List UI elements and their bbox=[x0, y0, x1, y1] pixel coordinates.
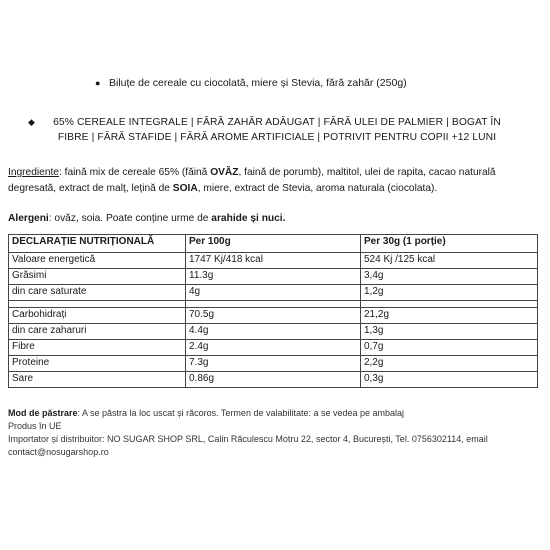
nutrient-per100: 7.3g bbox=[186, 356, 361, 372]
nutrition-header-per100: Per 100g bbox=[186, 235, 361, 253]
nutrition-row bbox=[9, 253, 538, 269]
nutrient-name: Grăsimi bbox=[9, 269, 186, 285]
nutrition-table bbox=[8, 234, 538, 388]
nutrition-header-name: DECLARAȚIE NUTRIȚIONALĂ bbox=[9, 235, 186, 253]
ingredients-text-2: , faină de porumb), maltitol, ulei de rapita, cacao naturală degresată, extract de malț, lețină de bbox=[8, 167, 496, 194]
nutrient-per100: 11.3g bbox=[186, 269, 361, 285]
nutrient-per100: 2.4g bbox=[186, 340, 361, 356]
ingredients-text-3: , miere, extract de Stevia, aroma naturala (ciocolata). bbox=[197, 183, 438, 194]
nutrient-name: Sare bbox=[9, 372, 186, 388]
nutrient-name: din care saturate bbox=[9, 285, 186, 301]
nutrient-per30: 1,3g bbox=[361, 324, 538, 340]
product-features-line bbox=[28, 115, 523, 145]
bullet-dot-icon: ● bbox=[95, 78, 101, 88]
nutrient-name: Valoare energetică bbox=[9, 253, 186, 269]
ingredient-allergen-soy: SOIA bbox=[172, 183, 198, 194]
product-features: 65% CEREALE INTEGRALE | FĂRĂ ZAHĂR ADĂUGAT | FĂRĂ ULEI DE PALMIER | BOGAT ÎN FIBRE | FĂRĂ STAFIDE | FĂRĂ AROME ARTIFICIALE | POTRIVIT PENTRU COPII +12 LUNI bbox=[53, 117, 501, 143]
nutrient-per30: 1,2g bbox=[361, 285, 538, 301]
nutrient-per30: 524 Kj /125 kcal bbox=[361, 253, 538, 269]
spacer-cell bbox=[186, 301, 361, 308]
product-title: Biluțe de cereale cu ciocolată, miere și Stevia, fără zahăr (250g) bbox=[109, 77, 407, 89]
allergens-text: : ovăz, soia. Poate conține urme de bbox=[48, 213, 212, 224]
nutrient-name: Fibre bbox=[9, 340, 186, 356]
nutrition-row bbox=[9, 356, 538, 372]
nutrient-per30: 0,3g bbox=[361, 372, 538, 388]
origin-line: Produs în UE bbox=[8, 421, 62, 431]
nutrition-row bbox=[9, 285, 538, 301]
nutrition-row bbox=[9, 324, 538, 340]
nutrition-header-row bbox=[9, 235, 538, 253]
nutrient-name: din care zaharuri bbox=[9, 324, 186, 340]
label-footer bbox=[8, 407, 538, 459]
spacer-cell bbox=[361, 301, 538, 308]
allergens-label: Alergeni bbox=[8, 213, 49, 224]
nutrition-row bbox=[9, 372, 538, 388]
nutrient-per100: 4g bbox=[186, 285, 361, 301]
storage-label: Mod de păstrare bbox=[8, 408, 78, 418]
nutrient-per30: 2,2g bbox=[361, 356, 538, 372]
nutrient-per100: 4.4g bbox=[186, 324, 361, 340]
ingredients-label: Ingrediente bbox=[8, 167, 59, 178]
nutrition-spacer-row bbox=[9, 301, 538, 308]
nutrient-per30: 21,2g bbox=[361, 308, 538, 324]
allergens-traces: arahide și nuci. bbox=[211, 213, 286, 224]
allergens-paragraph bbox=[8, 211, 538, 226]
nutrition-header-per30: Per 30g (1 porție) bbox=[361, 235, 538, 253]
nutrient-per100: 1747 Kj/418 kcal bbox=[186, 253, 361, 269]
nutrition-row bbox=[9, 308, 538, 324]
nutrient-per100: 70.5g bbox=[186, 308, 361, 324]
nutrient-name: Carbohidrați bbox=[9, 308, 186, 324]
storage-text: : A se păstra la loc uscat și răcoros. Termen de valabilitate: a se vedea pe ambalaj bbox=[77, 408, 405, 418]
nutrition-row bbox=[9, 340, 538, 356]
importer-line: Importator și distribuitor: NO SUGAR SHOP SRL, Calin Răculescu Motru 22, sector 4, București, Tel. 0756302114, email bbox=[8, 434, 488, 444]
spacer-cell bbox=[9, 301, 186, 308]
nutrient-per100: 0.86g bbox=[186, 372, 361, 388]
nutrient-per30: 0,7g bbox=[361, 340, 538, 356]
nutrition-row bbox=[9, 269, 538, 285]
ingredient-allergen-oats: OVĂZ bbox=[210, 167, 239, 178]
product-title-line bbox=[95, 76, 525, 91]
ingredients-text-1: : faină mix de cereale 65% (făină bbox=[58, 167, 211, 178]
bullet-dot-icon: ◆ bbox=[28, 117, 36, 127]
contact-email: contact@nosugarshop.ro bbox=[8, 447, 109, 457]
nutrient-name: Proteine bbox=[9, 356, 186, 372]
storage-line bbox=[8, 407, 538, 420]
nutrient-per30: 3,4g bbox=[361, 269, 538, 285]
ingredients-paragraph bbox=[8, 165, 538, 197]
